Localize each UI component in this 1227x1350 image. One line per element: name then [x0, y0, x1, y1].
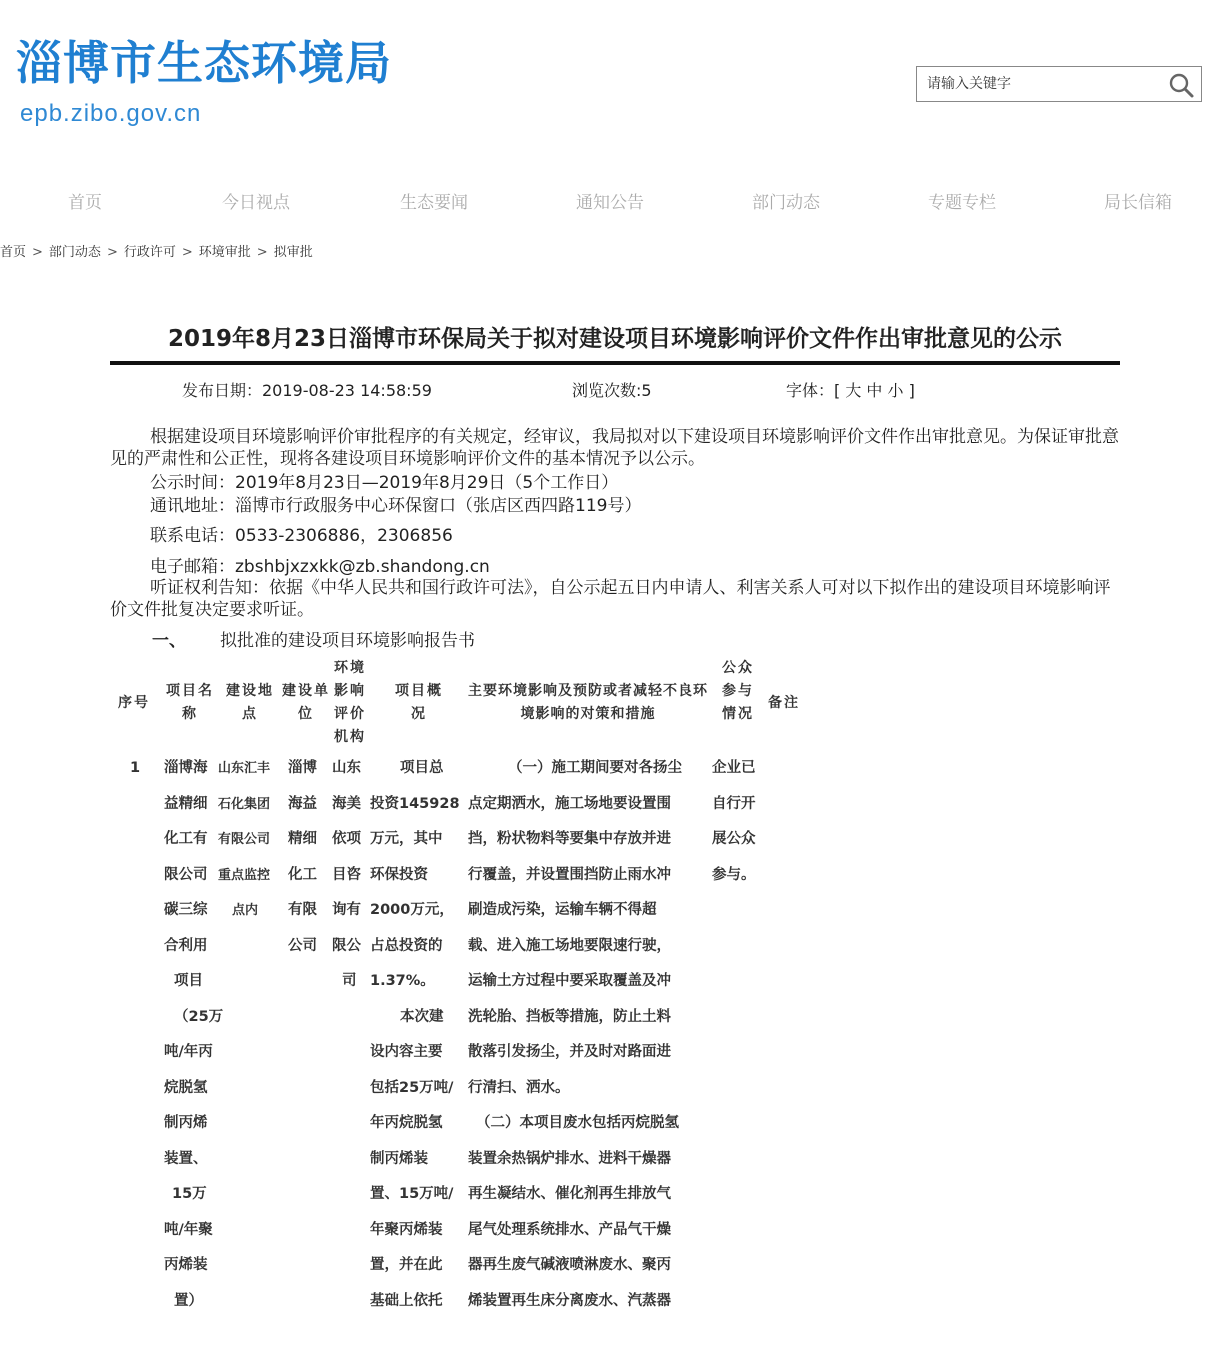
cell-overview: [370, 751, 460, 1319]
cell-line: 有限公司: [218, 832, 271, 847]
cell-line: 限公司: [164, 866, 208, 883]
cell-line: 载、进入施工场地要限速行驶，: [468, 937, 671, 954]
cell-line: 尾气处理系统排水、产品气干燥: [468, 1221, 671, 1238]
cell-unit: [288, 751, 317, 964]
cell-line: 散落引发扬尘，并及时对路面进: [468, 1044, 671, 1060]
cell-site: [218, 751, 270, 929]
cell-line: 15万: [172, 1186, 207, 1202]
cell-line: （二）本项目废水包括丙烷脱氢: [476, 1115, 679, 1131]
header-unit: 建设单位: [282, 683, 330, 722]
nav-item-notices[interactable]: 通知公告: [576, 193, 644, 213]
cell-line: 海美: [332, 795, 361, 812]
cell-line: 环保投资: [370, 866, 428, 883]
cell-line: 本次建: [400, 1008, 444, 1025]
cell-no: 1: [130, 760, 141, 776]
cell-line: 精细: [288, 831, 317, 847]
nav-item-today[interactable]: 今日视点: [222, 193, 290, 213]
cell-line: 项目总: [400, 760, 444, 776]
cell-line: 运输土方过程中要采取覆盖及冲: [468, 973, 671, 989]
header-measures: 主要环境影响及预防或者减轻不良环境影响的对策和措施: [468, 683, 708, 722]
cell-line: 化工: [288, 866, 317, 883]
breadcrumb-separator: >: [181, 245, 193, 260]
breadcrumb-separator: >: [106, 245, 118, 260]
header-overview: 项目概况: [395, 683, 443, 722]
notice-period: 公示时间：2019年8月23日—2019年8月29日（5个工作日）: [150, 473, 619, 493]
cell-line: 万元，其中: [370, 831, 443, 847]
cell-line: 合利用: [164, 937, 208, 954]
cell-line: 2000万元，: [370, 902, 454, 918]
cell-line: 置）: [174, 1292, 203, 1309]
header-remark: 备注: [768, 695, 800, 711]
cell-line: 有限: [288, 902, 317, 918]
cell-eia-agency: [332, 751, 361, 1000]
cell-line: 淄博: [288, 760, 317, 776]
section-title: 拟批准的建设项目环境影响报告书: [220, 631, 475, 651]
cell-line: 置、15万吨/: [370, 1186, 454, 1202]
cell-line: 占总投资的: [370, 937, 443, 954]
site-logo[interactable]: 淄博市生态环境局: [16, 36, 392, 90]
contact-email: 电子邮箱：zbshbjxzxkk@zb.shandong.cn: [150, 557, 490, 577]
cell-line: （25万: [174, 1008, 224, 1025]
header-no: 序号: [118, 695, 150, 711]
cell-line: 吨/年聚: [164, 1221, 213, 1238]
cell-line: 依项: [332, 831, 361, 847]
font-size-switch[interactable]: 字体：[ 大 中 小 ]: [786, 381, 915, 400]
breadcrumb-admin-license[interactable]: 行政许可: [123, 245, 176, 260]
cell-line: 置，并在此: [370, 1257, 443, 1273]
header-site: 建设地点: [226, 683, 274, 722]
cell-line: 吨/年丙: [164, 1044, 213, 1060]
cell-line: 设内容主要: [370, 1044, 443, 1060]
cell-line: 1.37%。: [370, 973, 435, 989]
site-domain: epb.zibo.gov.cn: [20, 100, 202, 127]
cell-line: 烷脱氢: [164, 1079, 208, 1096]
cell-line: 化工有: [164, 831, 208, 847]
breadcrumb-separator: >: [256, 245, 268, 260]
cell-line: 公司: [288, 937, 317, 954]
cell-line: 刷造成污染，运输车辆不得超: [468, 902, 657, 918]
main-nav: [0, 188, 1227, 214]
breadcrumb-pending[interactable]: 拟审批: [273, 245, 313, 260]
cell-line: 洗轮胎、挡板等措施，防止土料: [468, 1008, 671, 1025]
cell-line: 包括25万吨/: [370, 1079, 454, 1096]
cell-line: 基础上依托: [370, 1292, 443, 1309]
cell-line: 年聚丙烯装: [370, 1221, 443, 1238]
cell-line: 淄博海: [164, 760, 208, 776]
nav-item-dept-news[interactable]: 部门动态: [752, 193, 820, 213]
cell-project-name: [164, 751, 224, 1319]
publish-date: 发布日期：2019-08-23 14:58:59: [182, 381, 432, 400]
search-box: [916, 66, 1202, 102]
cell-line: 装置、: [164, 1150, 208, 1167]
cell-line: 山东: [332, 760, 361, 776]
nav-item-eco-news[interactable]: 生态要闻: [400, 193, 468, 213]
search-input[interactable]: [927, 74, 1157, 94]
intro-paragraph: 根据建设项目环境影响评价审批程序的有关规定，经审议，我局拟对以下建设项目环境影响评价文件作出审批意见。为保证审批意见的严肃性和公正性，现将各建设项目环境影响评价文件的基本情况予以公示。: [110, 427, 1119, 469]
section-number: 一、: [152, 631, 186, 651]
cell-line: 烯装置再生床分离废水、汽蒸器: [468, 1292, 671, 1309]
cell-line: 点内: [232, 903, 259, 918]
cell-line: （一）施工期间要对各扬尘: [508, 760, 682, 776]
cell-line: 制丙烯装: [370, 1150, 428, 1167]
cell-line: 自行开: [712, 795, 756, 812]
breadcrumb-env-approval[interactable]: 环境审批: [198, 245, 251, 260]
header-project-name: 项目名称: [166, 683, 214, 722]
article-title: 2019年8月23日淄博市环保局关于拟对建设项目环境影响评价文件作出审批意见的公示: [167, 326, 1063, 352]
breadcrumb-separator: >: [32, 245, 43, 260]
cell-line: 丙烯装: [164, 1257, 208, 1273]
cell-line: 项目: [174, 973, 203, 989]
cell-line: 司: [342, 973, 357, 989]
cell-line: 器再生废气碱液喷淋废水、聚丙: [468, 1257, 671, 1273]
cell-line: 点定期洒水，施工场地要设置围: [468, 795, 671, 812]
cell-line: 行覆盖，并设置围挡防止雨水冲: [468, 866, 671, 883]
cell-line: 再生凝结水、催化剂再生排放气: [468, 1186, 671, 1202]
cell-line: 目咨: [332, 866, 361, 883]
cell-line: 益精细: [164, 795, 208, 812]
cell-line: 石化集团: [218, 796, 271, 812]
breadcrumb-dept-news[interactable]: 部门动态: [48, 245, 101, 260]
nav-item-topics[interactable]: 专题专栏: [928, 193, 996, 213]
cell-line: 年丙烷脱氢: [370, 1115, 443, 1131]
view-count: 浏览次数:5: [572, 381, 652, 400]
header-eia-agency: 环境影响评价机构: [334, 660, 366, 745]
cell-measures: [468, 751, 682, 1319]
contact-phone: 联系电话：0533-2306886，2306856: [150, 526, 453, 546]
cell-line: 装置余热锅炉排水、进料干燥器: [468, 1150, 671, 1167]
search-icon[interactable]: [1167, 71, 1195, 99]
cell-line: 展公众: [712, 831, 756, 847]
header-public: 公众参与情况: [722, 660, 754, 722]
title-divider: [110, 361, 1120, 365]
breadcrumb: [0, 241, 313, 260]
cell-line: 海益: [288, 795, 317, 812]
cell-line: 投资145928: [370, 795, 460, 812]
nav-item-home[interactable]: 首页: [68, 193, 102, 213]
cell-public: [712, 751, 756, 893]
cell-line: 参与。: [712, 866, 756, 883]
nav-item-director-mailbox[interactable]: 局长信箱: [1104, 193, 1172, 213]
cell-line: 重点监控: [218, 867, 271, 883]
cell-line: 限公: [332, 937, 361, 954]
cell-line: 挡，粉状物料等要集中存放并进: [468, 831, 671, 847]
cell-line: 行清扫、洒水。: [468, 1079, 570, 1096]
cell-line: 制丙烯: [164, 1115, 208, 1131]
breadcrumb-home[interactable]: 首页: [0, 245, 27, 260]
cell-line: 询有: [332, 902, 361, 918]
cell-line: 山东汇丰: [218, 761, 271, 776]
hearing-notice: 听证权利告知：依据《中华人民共和国行政许可法》，自公示起五日内申请人、利害关系人可对以下拟作出的建设项目环境影响评价文件批复决定要求听证。: [110, 578, 1111, 620]
contact-address: 通讯地址：淄博市行政服务中心环保窗口（张店区西四路119号）: [150, 496, 642, 516]
cell-line: 企业已: [712, 760, 756, 776]
cell-line: 碳三综: [164, 902, 208, 918]
